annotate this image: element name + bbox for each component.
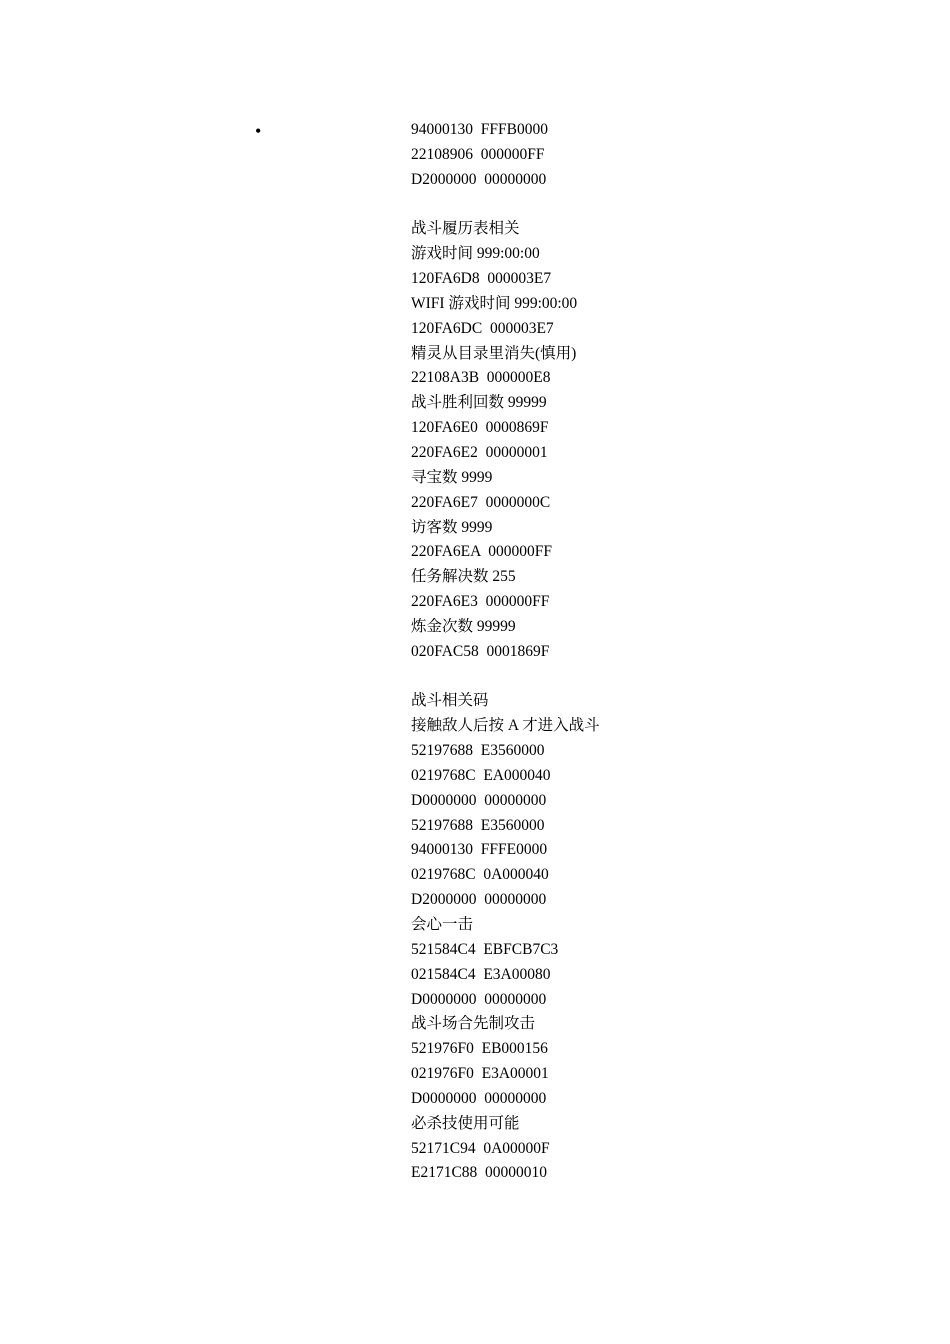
text-line: E2171C88 00000010: [411, 1164, 548, 1182]
text-line: 94000130 FFFE0000: [411, 841, 548, 859]
text-line: 52197688 E3560000: [411, 742, 545, 760]
text-line: 521976F0 EB000156: [411, 1040, 548, 1058]
text-line: 22108906 000000FF: [411, 145, 545, 163]
text-line: 战斗胜利回数 99999: [411, 394, 547, 412]
text-line: 会心一击: [411, 916, 474, 933]
text-line: 52197688 E3560000: [411, 816, 545, 834]
text-line: 必杀技使用可能: [411, 1114, 520, 1132]
text-line: 炼金次数 99999: [411, 617, 516, 635]
text-line: 寻宝数 9999: [411, 468, 493, 486]
text-line: 52171C94 0A00000F: [411, 1139, 550, 1157]
text-line: 精灵从目录里消失(慎用): [411, 344, 577, 362]
text-line: D0000000 00000000: [411, 791, 547, 809]
text-line: 120FA6E0 0000869F: [411, 419, 549, 437]
text-line: D2000000 00000000: [411, 170, 547, 188]
text-line: WIFI 游戏时间 999:00:00: [411, 294, 578, 312]
text-line: 任务解决数 255: [411, 568, 516, 586]
text-line: 220FA6E2 00000001: [411, 443, 548, 461]
text-line: 访客数 9999: [411, 518, 493, 536]
text-line: 游戏时间 999:00:00: [411, 245, 540, 263]
text-line: 021976F0 E3A00001: [411, 1065, 549, 1083]
text-line: 战斗履历表相关: [411, 220, 520, 238]
text-line: 94000130 FFFB0000: [411, 121, 548, 138]
text-line: 220FA6E7 0000000C: [411, 493, 551, 511]
text-line: 521584C4 EBFCB7C3: [411, 940, 559, 958]
text-line: 0219768C 0A000040: [411, 866, 549, 884]
list-bullet: •: [255, 121, 262, 141]
text-line: 120FA6D8 000003E7: [411, 270, 552, 288]
text-line: 120FA6DC 000003E7: [411, 319, 554, 337]
text-line: 战斗相关码: [411, 692, 489, 710]
cheat-code-list: [411, 118, 891, 1186]
blank-line: [411, 665, 891, 690]
text-line: 020FAC58 0001869F: [411, 642, 550, 660]
text-line: 220FA6E3 000000FF: [411, 593, 550, 611]
blank-line: [411, 193, 891, 218]
text-line: D0000000 00000000: [411, 1089, 547, 1107]
text-line: 接触敌人后按 A 才进入战斗: [411, 717, 600, 735]
text-line: 0219768C EA000040: [411, 766, 551, 784]
text-line: D2000000 00000000: [411, 891, 547, 909]
text-line: 战斗场合先制攻击: [411, 1015, 536, 1033]
text-line: 220FA6EA 000000FF: [411, 543, 552, 561]
text-line: 22108A3B 000000E8: [411, 369, 551, 387]
text-line: D0000000 00000000: [411, 990, 547, 1008]
text-line: 021584C4 E3A00080: [411, 965, 551, 983]
